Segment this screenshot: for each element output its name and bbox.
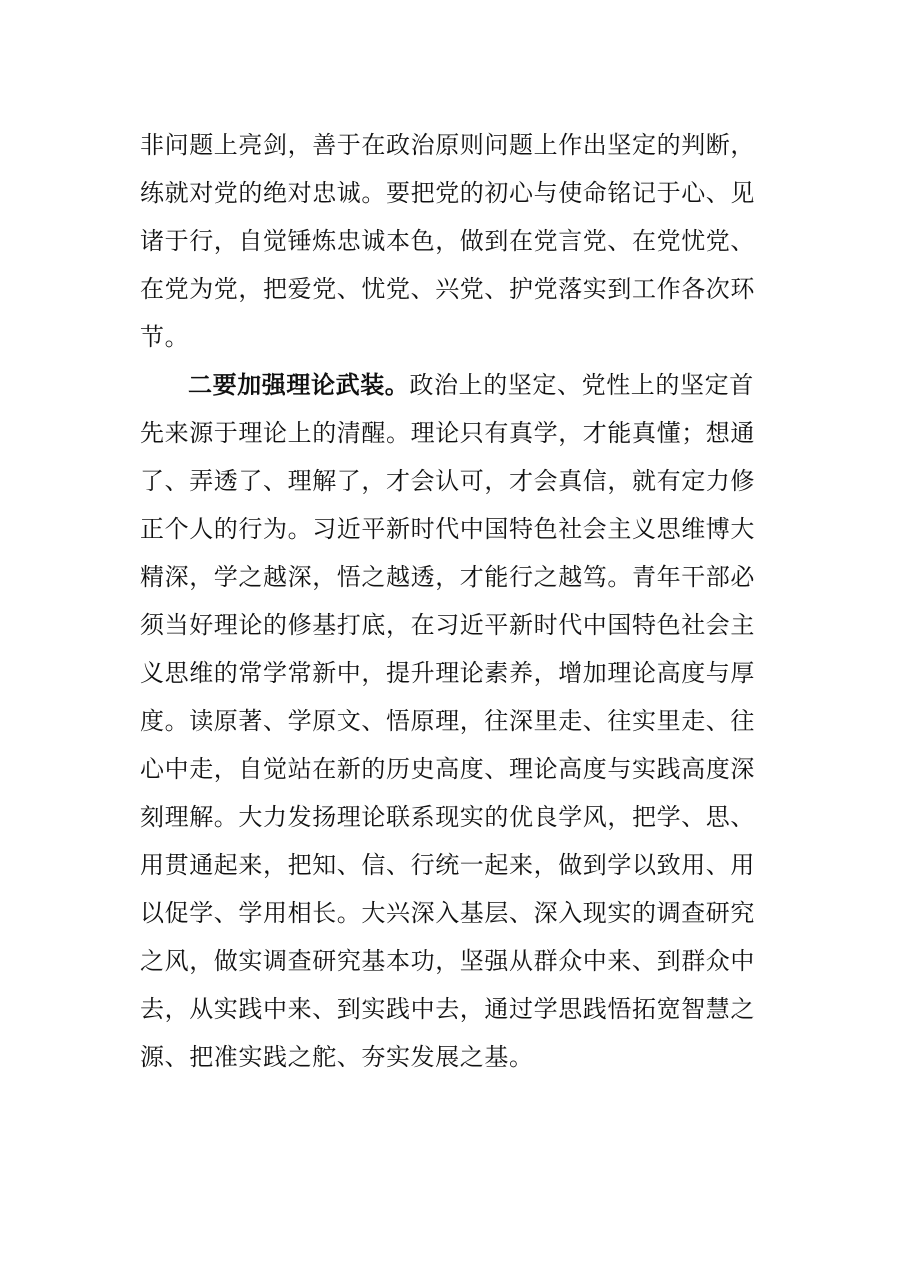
paragraph-line: 之风，做实调查研究基本功，坚强从群众中来、到群众中 (140, 947, 755, 975)
paragraph-line: 义思维的常学常新中，提升理论素养，增加理论高度与厚 (140, 659, 755, 687)
paragraph-line-rest: 政治上的坚定、党性上的坚定首 (409, 371, 754, 399)
paragraph-line: 源、把准实践之舵、夯实发展之基。 (140, 1043, 534, 1071)
paragraph-line: 须当好理论的修基打底，在习近平新时代中国特色社会主 (140, 611, 755, 639)
paragraph-line: 用贯通起来，把知、信、行统一起来，做到学以致用、用 (140, 851, 755, 879)
paragraph-line: 心中走，自觉站在新的历史高度、理论高度与实践高度深 (140, 755, 755, 783)
section-heading: 二要加强理论武装。 (188, 370, 410, 399)
paragraph-line: 了、弄透了、理解了，才会认可，才会真信，就有定力修 (140, 467, 755, 495)
paragraph-loyalty (140, 121, 755, 361)
paragraph-line: 去，从实践中来、到实践中去，通过学思践悟拓宽智慧之 (140, 995, 755, 1023)
paragraph-line: 非问题上亮剑，善于在政治原则问题上作出坚定的判断， (140, 131, 755, 159)
paragraph-line: 度。读原著、学原文、悟原理，往深里走、往实里走、往 (140, 707, 755, 735)
paragraph-line: 练就对党的绝对忠诚。要把党的初心与使命铭记于心、见 (140, 179, 755, 207)
paragraph-line: 正个人的行为。习近平新时代中国特色社会主义思维博大 (140, 515, 755, 543)
paragraph-theory (140, 361, 755, 1081)
paragraph-line: 在党为党，把爱党、忧党、兴党、护党落实到工作各次环 (140, 275, 755, 303)
paragraph-line: 诸于行，自觉锤炼忠诚本色，做到在党言党、在党忧党、 (140, 227, 755, 255)
paragraph-line: 刻理解。大力发扬理论联系现实的优良学风，把学、思、 (140, 803, 755, 831)
paragraph-first-line (140, 361, 752, 409)
paragraph-line: 节。 (140, 323, 190, 351)
paragraph-line: 精深，学之越深，悟之越透，才能行之越笃。青年干部必 (140, 563, 755, 591)
paragraph-line: 以促学、学用相长。大兴深入基层、深入现实的调查研究 (140, 899, 755, 927)
paragraph-line: 先来源于理论上的清醒。理论只有真学，才能真懂；想通 (140, 419, 755, 447)
